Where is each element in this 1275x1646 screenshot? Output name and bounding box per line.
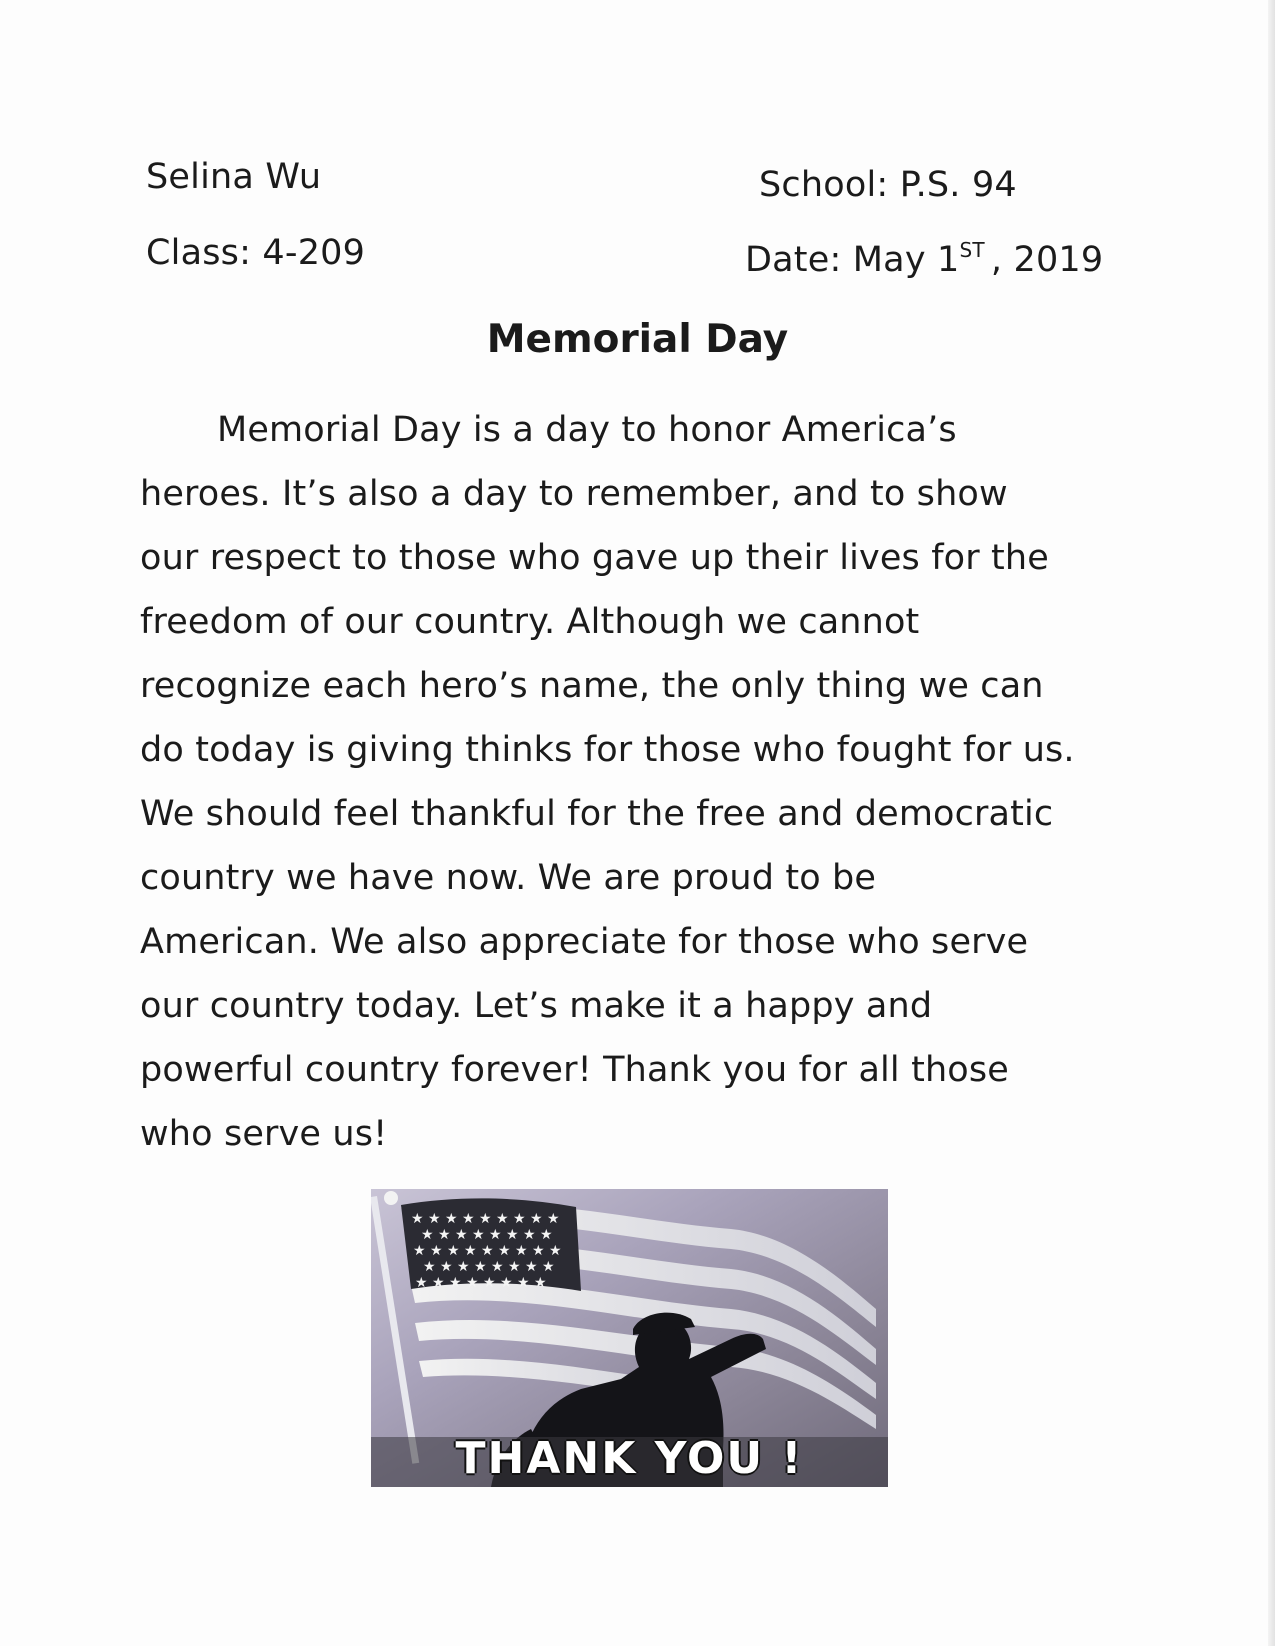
- svg-text:★ ★ ★ ★ ★ ★ ★ ★: ★ ★ ★ ★ ★ ★ ★ ★: [423, 1259, 555, 1275]
- scan-edge: [1268, 0, 1275, 1646]
- essay-line: our respect to those who gave up their lives for the: [140, 538, 1049, 578]
- class-label: Class: 4-209: [146, 233, 366, 273]
- essay-line: powerful country forever! Thank you for all those: [140, 1050, 1009, 1090]
- date-label: [745, 240, 1103, 284]
- student-name: Selina Wu: [146, 157, 322, 197]
- svg-text:★ ★ ★ ★ ★ ★ ★ ★ ★: ★ ★ ★ ★ ★ ★ ★ ★ ★: [413, 1243, 562, 1259]
- essay-line: heroes. It’s also a day to remember, and to show: [140, 474, 1008, 514]
- essay-line: country we have now. We are proud to be: [140, 858, 877, 898]
- essay-line: do today is giving thinks for those who fought for us.: [140, 730, 1075, 770]
- date-year: , 2019: [990, 240, 1104, 280]
- date-ordinal-suffix: ST: [959, 238, 985, 262]
- flag-salute-image: [371, 1189, 888, 1487]
- essay-line: freedom of our country. Although we cannot: [140, 602, 920, 642]
- essay-line: Memorial Day is a day to honor America’s: [217, 410, 957, 450]
- thank-you-caption: THANK YOU !: [455, 1433, 804, 1484]
- essay-line: American. We also appreciate for those who serve: [140, 922, 1029, 962]
- essay-line: our country today. Let’s make it a happy and: [140, 986, 933, 1026]
- essay-body: [140, 408, 1140, 1176]
- essay-line: who serve us!: [140, 1114, 388, 1154]
- flag-stars: [411, 1211, 562, 1291]
- school-label: School: P.S. 94: [759, 165, 1017, 205]
- essay-line: We should feel thankful for the free and democratic: [140, 794, 1054, 834]
- svg-text:★ ★ ★ ★ ★ ★ ★ ★: ★ ★ ★ ★ ★ ★ ★ ★: [415, 1275, 547, 1291]
- page-title: Memorial Day: [486, 317, 789, 362]
- date-prefix: Date: May 1: [745, 240, 960, 280]
- svg-text:★ ★ ★ ★ ★ ★ ★ ★: ★ ★ ★ ★ ★ ★ ★ ★: [421, 1227, 553, 1243]
- essay-line: recognize each hero’s name, the only thing we can: [140, 666, 1044, 706]
- svg-text:★ ★ ★ ★ ★ ★ ★ ★ ★: ★ ★ ★ ★ ★ ★ ★ ★ ★: [411, 1211, 560, 1227]
